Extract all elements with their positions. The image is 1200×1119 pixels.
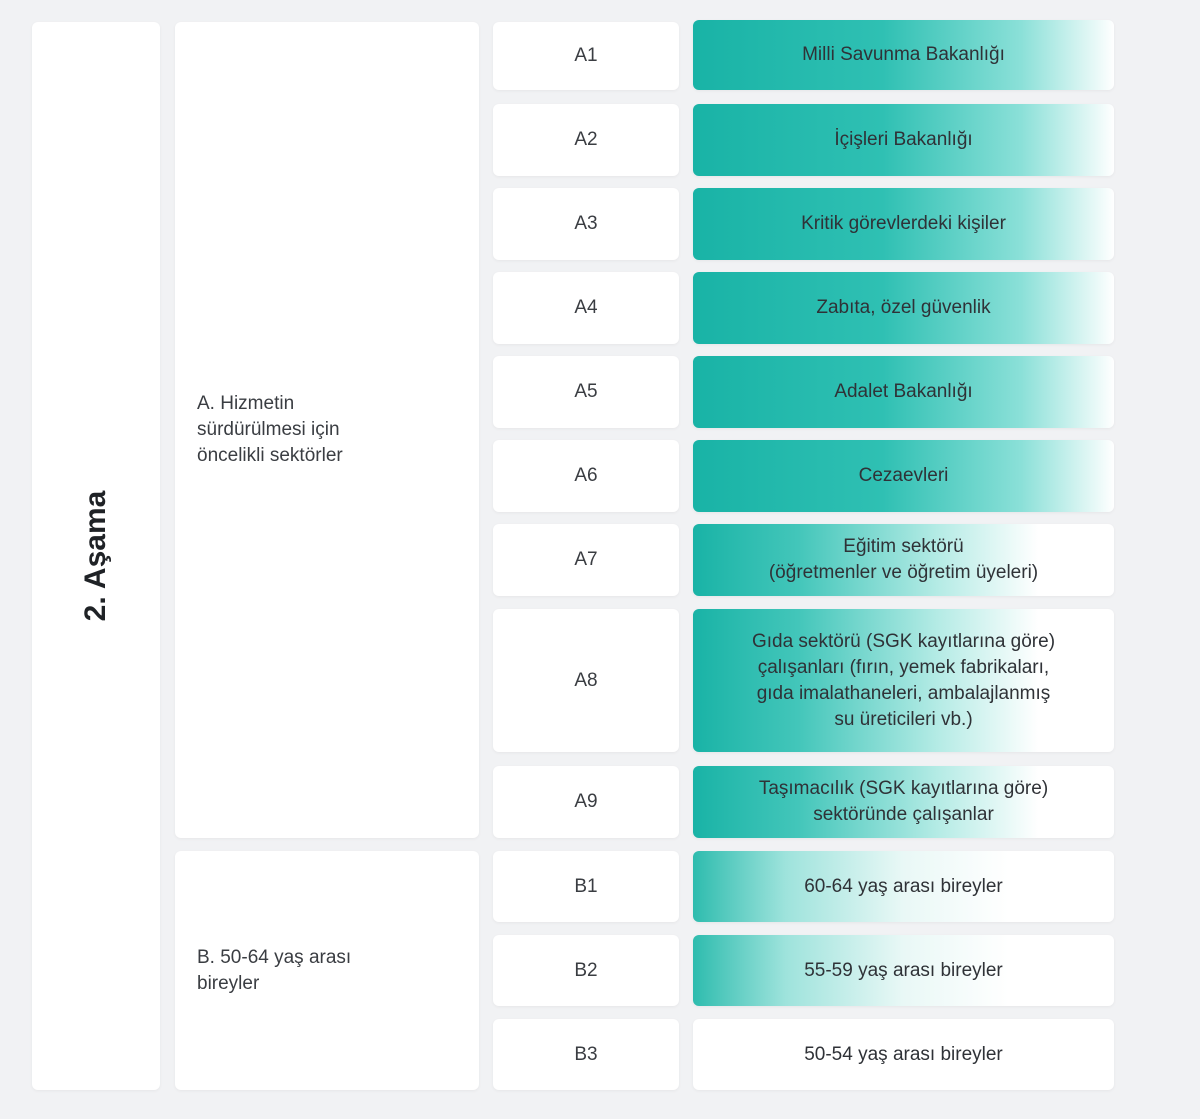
group-a-cell: [175, 22, 479, 838]
desc-cell-a8: Gıda sektörü (SGK kayıtlarına göre) çalışanları (fırın, yemek fabrikaları, gıda imalathaneleri, ambalajlanmış su üreticileri vb.): [693, 609, 1114, 752]
desc-cell-b2: 55-59 yaş arası bireyler: [693, 935, 1114, 1006]
stage-title: 2. Aşama: [79, 490, 112, 622]
stage-cell: [32, 22, 160, 1090]
desc-cell-a3: Kritik görevlerdeki kişiler: [693, 188, 1114, 260]
code-cell-a1: A1: [493, 22, 679, 90]
code-cell-a7: A7: [493, 524, 679, 596]
desc-cell-a5: Adalet Bakanlığı: [693, 356, 1114, 428]
group-b-cell: [175, 851, 479, 1090]
desc-cell-b3: 50-54 yaş arası bireyler: [693, 1019, 1114, 1090]
desc-cell-a4: Zabıta, özel güvenlik: [693, 272, 1114, 344]
desc-cell-a7: Eğitim sektörü (öğretmenler ve öğretim üyeleri): [693, 524, 1114, 596]
code-cell-a6: A6: [493, 440, 679, 512]
group-b-label: B. 50-64 yaş arası bireyler: [197, 946, 352, 994]
desc-cell-a9: Taşımacılık (SGK kayıtlarına göre) sektöründe çalışanlar: [693, 766, 1114, 838]
code-cell-a5: A5: [493, 356, 679, 428]
code-cell-b3: B3: [493, 1019, 679, 1090]
desc-cell-a6: Cezaevleri: [693, 440, 1114, 512]
desc-cell-b1: 60-64 yaş arası bireyler: [693, 851, 1114, 922]
code-cell-b1: B1: [493, 851, 679, 922]
code-cell-a9: A9: [493, 766, 679, 838]
code-cell-a4: A4: [493, 272, 679, 344]
code-cell-b2: B2: [493, 935, 679, 1006]
desc-cell-a2: İçişleri Bakanlığı: [693, 104, 1114, 176]
desc-cell-a1: Milli Savunma Bakanlığı: [693, 20, 1114, 90]
code-cell-a8: A8: [493, 609, 679, 752]
group-a-label: A. Hizmetin sürdürülmesi için öncelikli sektörler: [197, 393, 343, 466]
code-cell-a3: A3: [493, 188, 679, 260]
code-cell-a2: A2: [493, 104, 679, 176]
